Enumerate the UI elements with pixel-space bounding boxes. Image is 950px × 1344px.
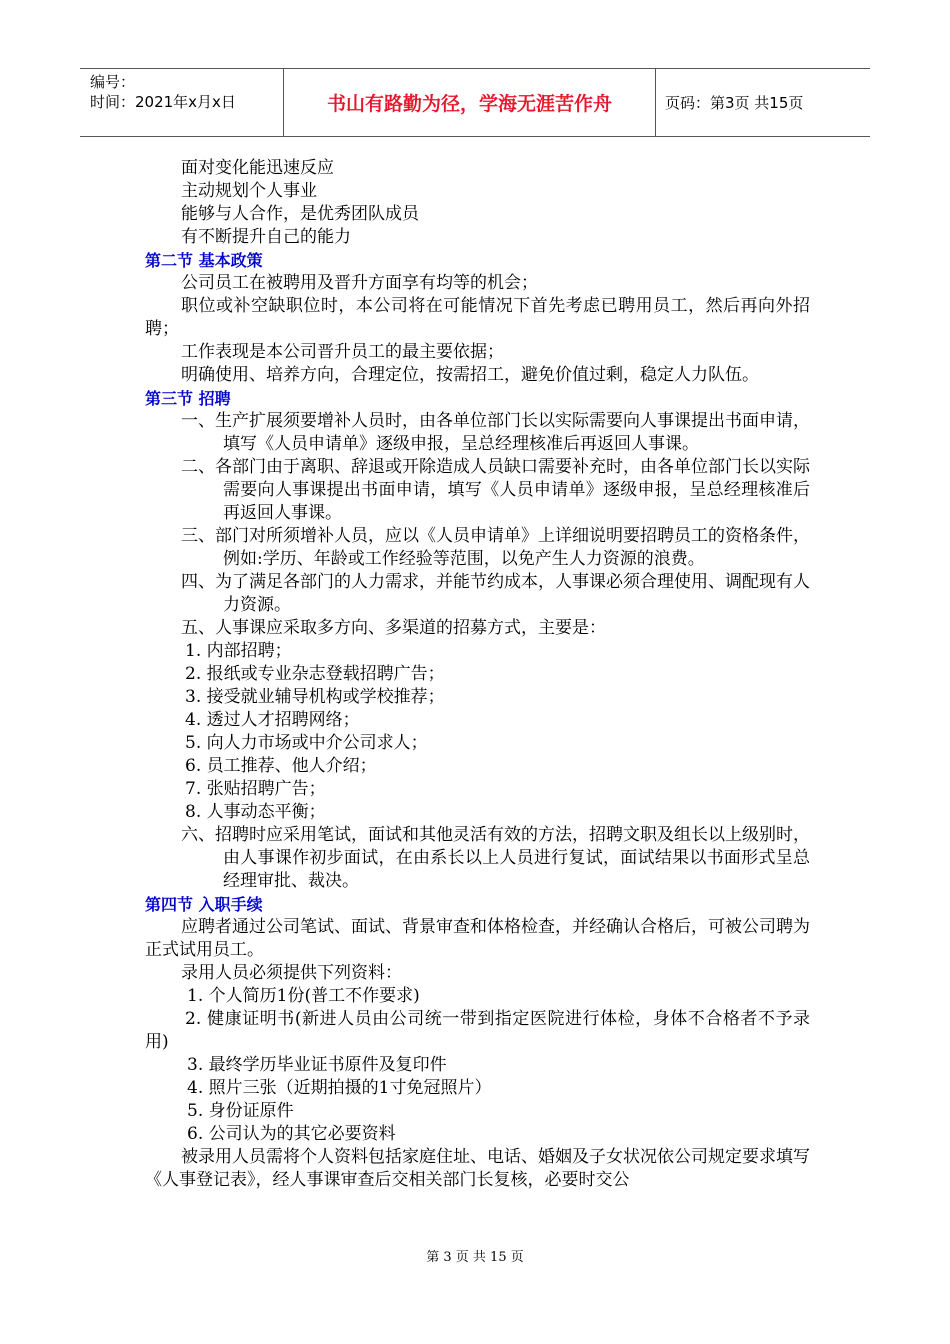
page-header [80, 68, 870, 137]
recruit-item: 二、各部门由于离职、辞退或开除造成人员缺口需要补充时，由各单位部门长以实际需要向人事课提出书面申请，填写《人员申请单》逐级申报，呈总经理核准后再返回人事课。 [181, 457, 810, 523]
section-heading-2: 第二节 基本政策 [145, 251, 263, 270]
recruit-method: 7. 张贴招聘广告； [185, 779, 326, 799]
header-page-info: 页码：第3页 共15页 [665, 94, 804, 112]
onboarding-paragraph: 录用人员必须提供下列资料： [181, 963, 402, 983]
recruit-item: 一、生产扩展须要增补人员时，由各单位部门长以实际需要向人事课提出书面申请，填写《人员申请单》逐级申报，呈总经理核准后再返回人事课。 [181, 411, 810, 454]
document-body [145, 157, 810, 1192]
required-doc: 5. 身份证原件 [187, 1101, 294, 1121]
required-doc: 6. 公司认为的其它必要资料 [187, 1124, 396, 1144]
recruit-item: 四、为了满足各部门的人力需求，并能节约成本，人事课必须合理使用、调配现有人力资源。 [181, 572, 810, 615]
policy-paragraph: 公司员工在被聘用及晋升方面享有均等的机会； [181, 273, 538, 293]
policy-paragraph: 工作表现是本公司晋升员工的最主要依据； [181, 342, 504, 362]
recruit-item: 三、部门对所须增补人员，应以《人员申请单》上详细说明要招聘员工的资格条件，例如:学历、年龄或工作经验等范围，以免产生人力资源的浪费。 [181, 526, 810, 569]
recruit-method: 1. 内部招聘； [185, 641, 292, 661]
recruit-method: 2. 报纸或专业杂志登载招聘广告； [185, 664, 445, 684]
required-doc: 2. 健康证明书(新进人员由公司统一带到指定医院进行体检，身体不合格者不予录用) [145, 1009, 810, 1052]
body-line: 有不断提升自己的能力 [181, 227, 351, 247]
recruit-item: 六、招聘时应采用笔试，面试和其他灵活有效的方法，招聘文职及组长以上级别时，由人事课作初步面试，在由系长以上人员进行复试，面试结果以书面形式呈总经理审批、裁决。 [181, 825, 810, 891]
required-doc: 3. 最终学历毕业证书原件及复印件 [187, 1055, 447, 1075]
recruit-method: 3. 接受就业辅导机构或学校推荐； [185, 687, 445, 707]
recruit-method: 6. 员工推荐、他人介绍； [185, 756, 377, 776]
header-meta [80, 69, 284, 136]
onboarding-paragraph: 应聘者通过公司笔试、面试、背景审查和体格检查，并经确认合格后，可被公司聘为正式试用员工。 [145, 917, 810, 960]
recruit-method: 8. 人事动态平衡； [185, 802, 326, 822]
section-heading-4: 第四节 入职手续 [145, 895, 263, 914]
required-doc: 1. 个人简历1份(普工不作要求) [187, 986, 420, 1006]
header-motto: 书山有路勤为径，学海无涯苦作舟 [284, 69, 656, 136]
policy-paragraph: 明确使用、培养方向，合理定位，按需招工，避免价值过剩，稳定人力队伍。 [181, 365, 759, 385]
recruit-method: 5. 向人力市场或中介公司求人； [185, 733, 428, 753]
doc-number-label: 编号： [90, 73, 136, 91]
policy-paragraph: 职位或补空缺职位时，本公司将在可能情况下首先考虑已聘用员工，然后再向外招聘； [145, 296, 810, 339]
body-line: 主动规划个人事业 [181, 181, 317, 201]
body-line: 能够与人合作，是优秀团队成员 [181, 204, 419, 224]
body-line: 面对变化能迅速反应 [181, 158, 334, 178]
recruit-method: 4. 透过人才招聘网络； [185, 710, 360, 730]
page-footer: 第 3 页 共 15 页 [426, 1250, 524, 1265]
section-heading-3: 第三节 招聘 [145, 389, 231, 408]
doc-date-label: 时间：2021年x月x日 [90, 93, 236, 111]
required-doc: 4. 照片三张（近期拍摄的1寸免冠照片） [187, 1078, 492, 1098]
recruit-item: 五、人事课应采取多方向、多渠道的招募方式，主要是： [181, 618, 606, 638]
onboarding-paragraph: 被录用人员需将个人资料包括家庭住址、电话、婚姻及子女状况依公司规定要求填写《人事登记表》，经人事课审查后交相关部门长复核，必要时交公 [145, 1147, 810, 1190]
